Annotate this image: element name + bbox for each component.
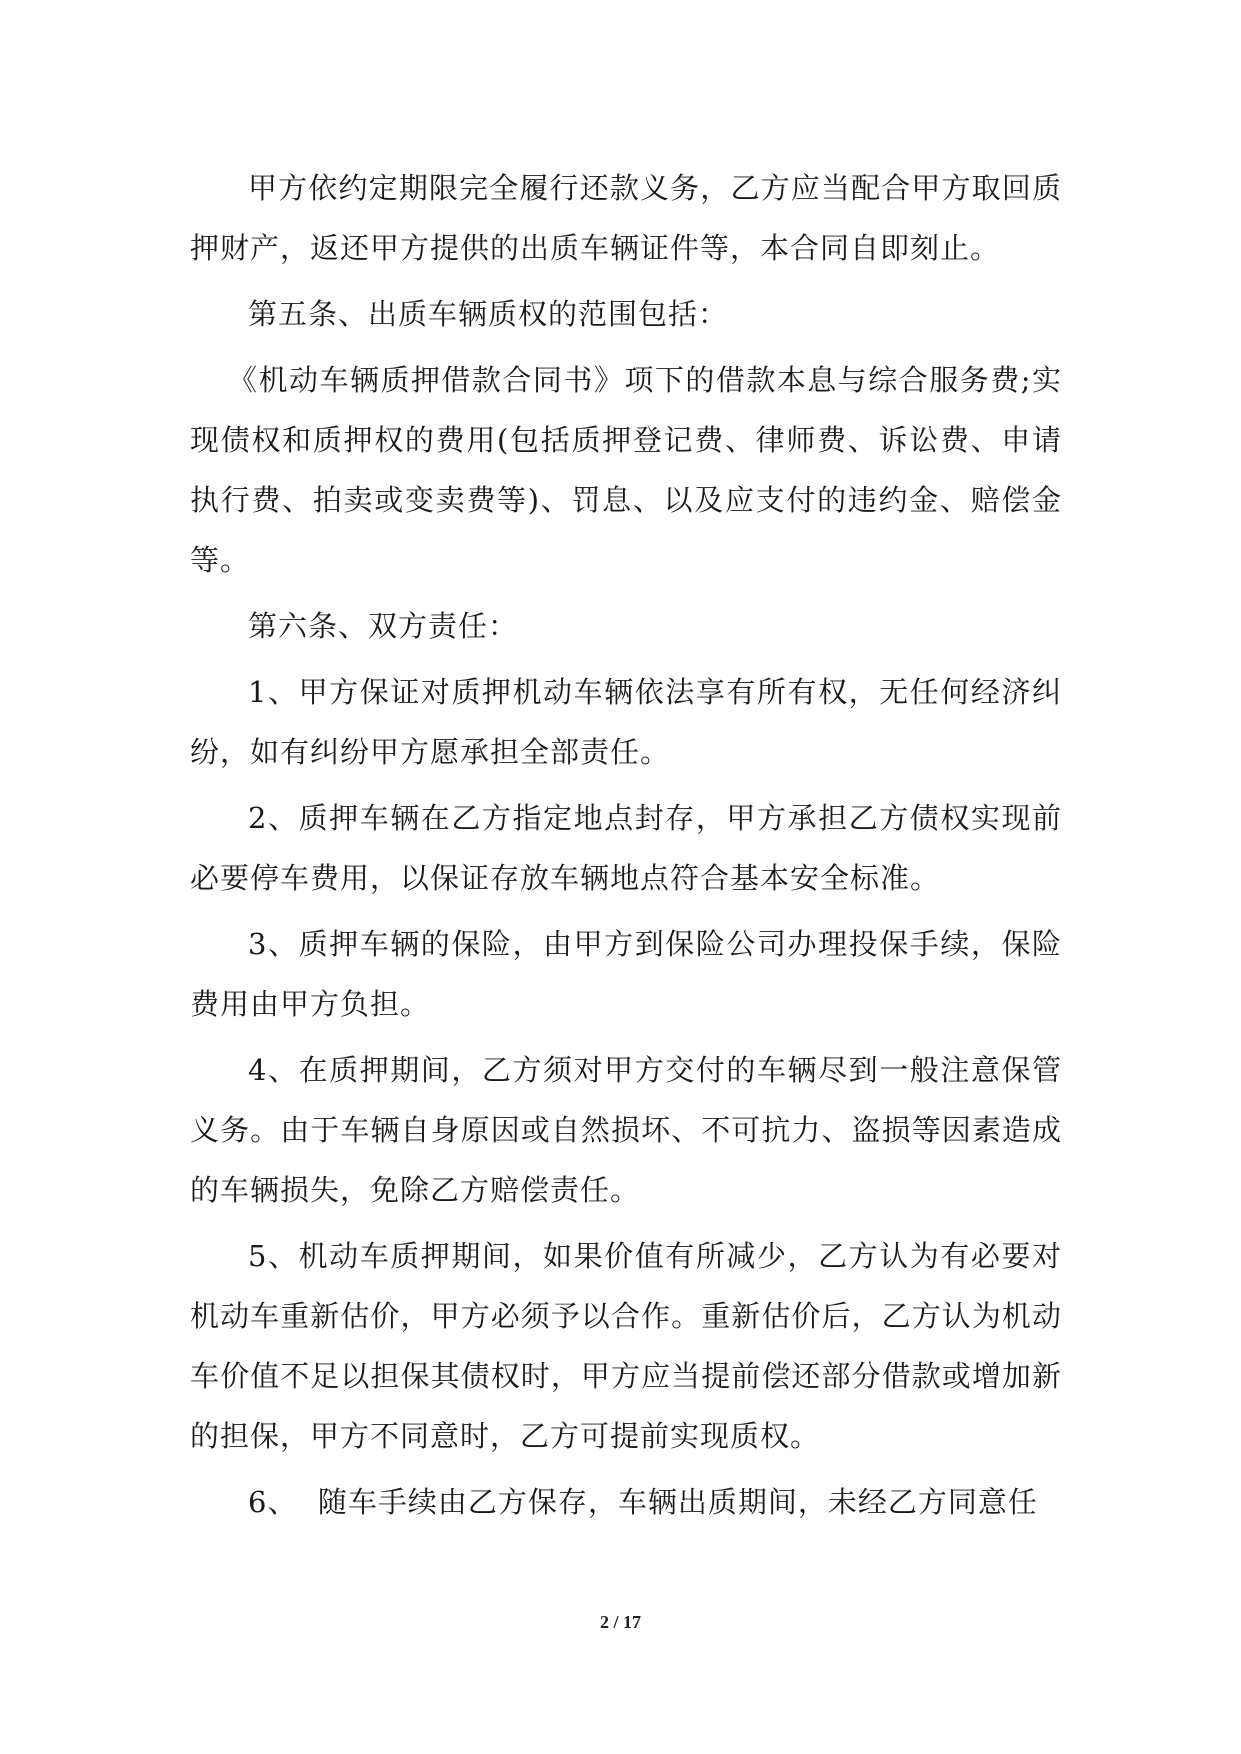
- paragraph-clause-3: 3、质押车辆的保险，由甲方到保险公司办理投保手续，保险费用由甲方负担。: [190, 927, 1062, 1021]
- paragraph-clause-1: 1、甲方保证对质押机动车辆依法享有所有权，无任何经济纠纷，如有纠纷甲方愿承担全部责任。: [190, 675, 1062, 769]
- paragraph-article-5-heading: 第五条、出质车辆质权的范围包括：: [248, 297, 729, 331]
- paragraph-clause-2: 2、质押车辆在乙方指定地点封存，甲方承担乙方债权实现前必要停车费用，以保证存放车辆地点符合基本安全标准。: [190, 801, 1062, 895]
- paragraph-return-obligation: 甲方依约定期限完全履行还款义务，乙方应当配合甲方取回质押财产，返还甲方提供的出质车辆证件等，本合同自即刻止。: [190, 171, 1062, 265]
- paragraph-clause-6: 6、 随车手续由乙方保存，车辆出质期间，未经乙方同意任: [248, 1485, 1038, 1519]
- paragraph-article-6-heading: 第六条、双方责任：: [248, 609, 519, 643]
- paragraph-article-5-scope: 《机动车辆质押借款合同书》项下的借款本息与综合服务费;实现债权和质押权的费用(包括质押登记费、律师费、诉讼费、申请执行费、拍卖或变卖费等)、罚息、以及应支付的违约金、赔偿金等。: [190, 363, 1062, 577]
- paragraph-clause-4: 4、在质押期间，乙方须对甲方交付的车辆尽到一般注意保管义务。由于车辆自身原因或自然损坏、不可抗力、盗损等因素造成的车辆损失，免除乙方赔偿责任。: [190, 1053, 1062, 1207]
- document-body: [190, 158, 1062, 1538]
- page-number: 2 / 17: [599, 1612, 641, 1632]
- paragraph-clause-5: 5、机动车质押期间，如果价值有所减少，乙方认为有必要对机动车重新估价，甲方必须予以合作。重新估价后，乙方认为机动车价值不足以担保其债权时，甲方应当提前偿还部分借款或增加新的担保，甲方不同意时，乙方可提前实现质权。: [190, 1239, 1062, 1453]
